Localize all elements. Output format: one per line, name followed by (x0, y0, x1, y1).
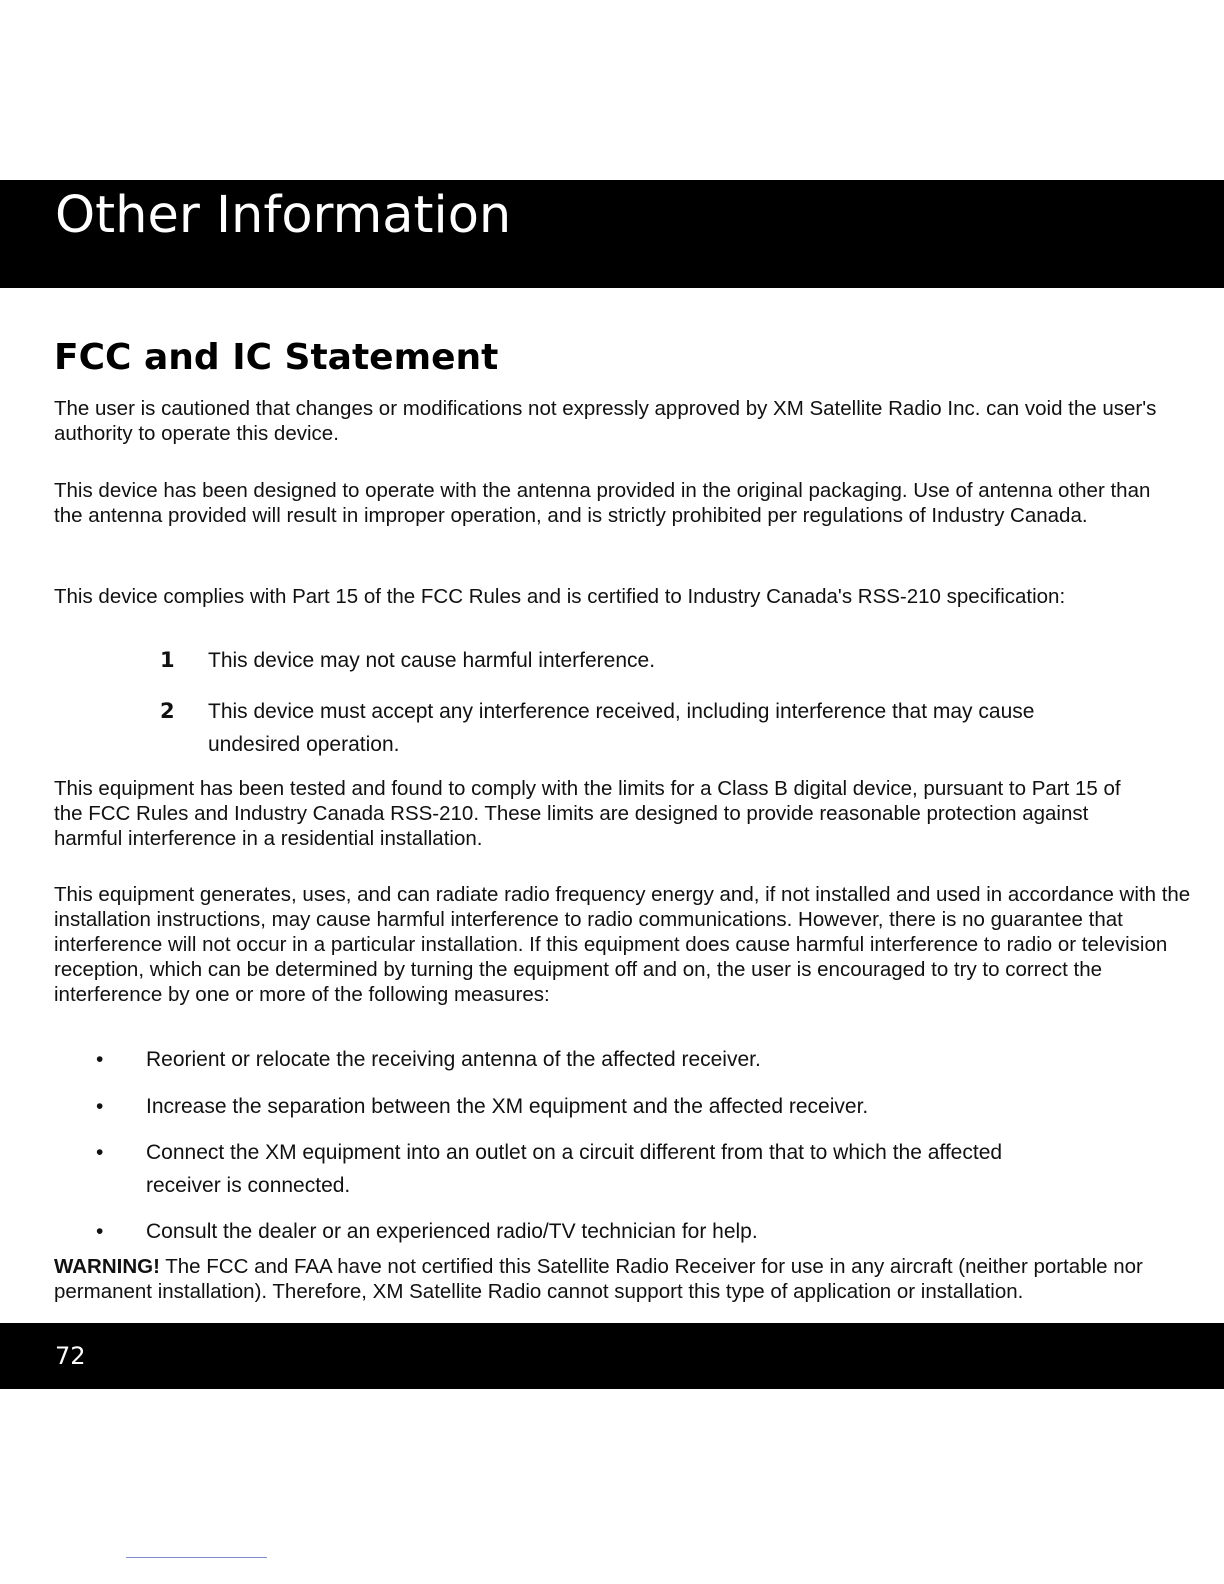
bullet-icon: • (96, 1095, 104, 1118)
bullet-icon: • (96, 1220, 104, 1243)
paragraph-rf-energy: This equipment generates, uses, and can radiate radio frequency energy and, if not installed and used in accordance with the installation instructions, may cause harmful interference to radio communications. However, there is no guarantee that interference will not occur in a particular installation. If this equipment does cause harmful interference to radio or television reception, which can be determined by turning the equipment off and on, the user is encouraged to try to correct the interference by one or more of the following measures: (54, 883, 1191, 1006)
section-heading: FCC and IC Statement (54, 337, 499, 378)
paragraph-class-b: This equipment has been tested and found to comply with the limits for a Class B digital device, pursuant to Part 15 of the FCC Rules and Industry Canada RSS-210. These limits are designed to provide reasonable protection against harmful interference in a residential installation. (54, 777, 1121, 850)
item-text: This device may not cause harmful interference. (208, 649, 656, 672)
item-text: This device must accept any interference received, including interference that may cause undesired operation. (208, 700, 1035, 756)
warning-text: The FCC and FAA have not certified this Satellite Radio Receiver for use in any aircraft (neither portable nor permanent installation). Therefore, XM Satellite Radio cannot support this type of application or installation. (54, 1255, 1143, 1303)
warning-label: WARNING! (54, 1255, 160, 1278)
page-title: Other Information (55, 186, 512, 245)
bullet-text: Reorient or relocate the receiving antenna of the affected receiver. (146, 1048, 761, 1071)
item-number: 1 (160, 648, 175, 672)
bullet-text: Increase the separation between the XM equipment and the affected receiver. (146, 1095, 869, 1118)
bullet-text: Connect the XM equipment into an outlet on a circuit different from that to which the affected receiver is connected. (146, 1141, 1003, 1197)
page-number: 72 (55, 1342, 86, 1370)
bullet-icon: • (96, 1141, 104, 1164)
item-number: 2 (160, 699, 175, 723)
bullet-icon: • (96, 1048, 104, 1071)
footer-band (0, 1323, 1224, 1389)
paragraph-antenna: This device has been designed to operate with the antenna provided in the original packaging. Use of antenna other than the antenna provided will result in improper operation, and is strictly prohibited per regulations of Industry Canada. (54, 479, 1151, 527)
paragraph-modifications: The user is cautioned that changes or modifications not expressly approved by XM Satellite Radio Inc. can void the user's authority to operate this device. (54, 397, 1157, 445)
warning-paragraph (54, 1254, 1204, 1304)
paragraph-compliance: This device complies with Part 15 of the FCC Rules and is certified to Industry Canada's RSS-210 specification: (54, 585, 1066, 608)
bullet-text: Consult the dealer or an experienced radio/TV technician for help. (146, 1220, 758, 1243)
bottom-rule (126, 1557, 267, 1558)
